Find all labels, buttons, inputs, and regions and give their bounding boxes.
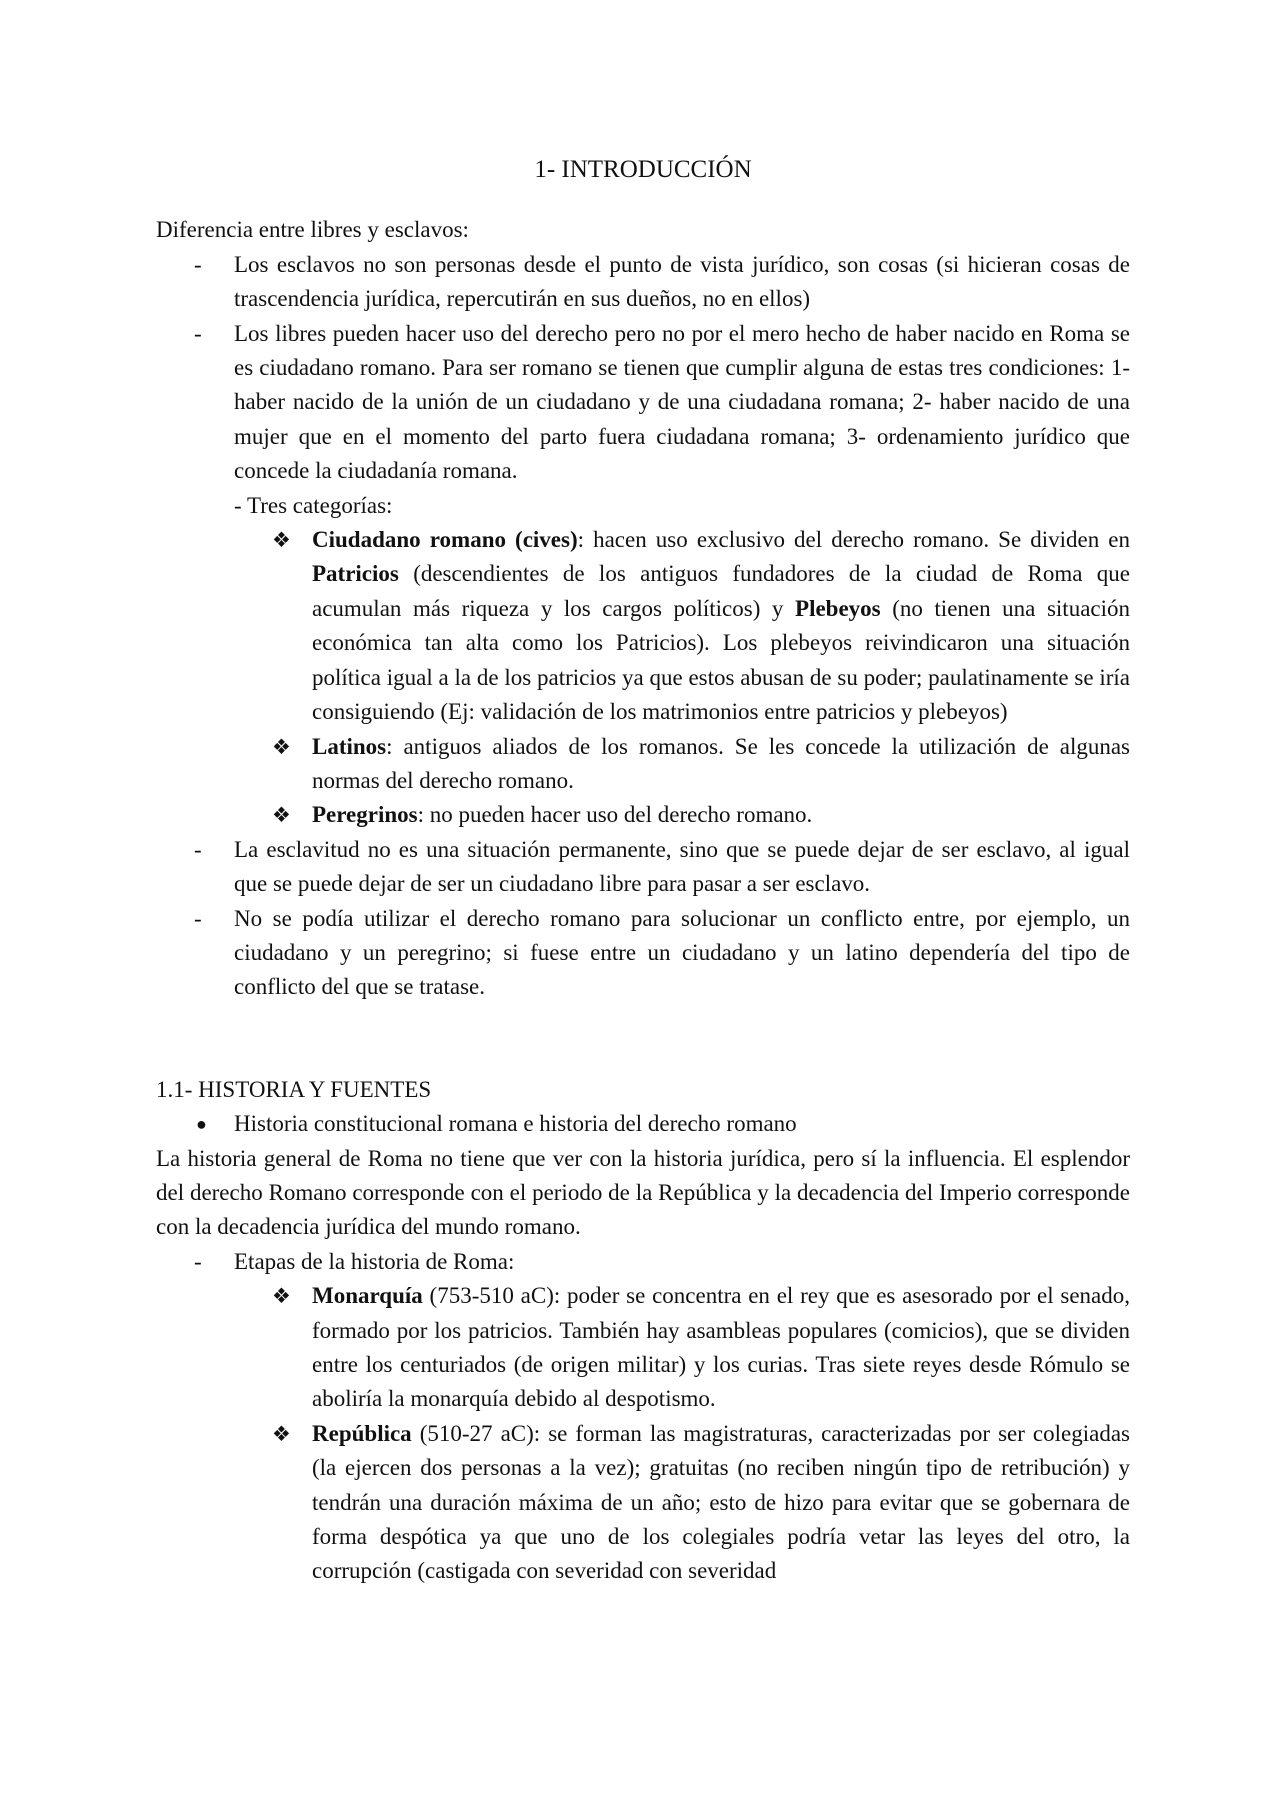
term-peregrinos: Peregrinos [312,802,418,828]
list-item-esclavitud [156,833,1130,902]
section-heading-historia: 1.1- HISTORIA Y FUENTES [156,1076,432,1102]
list-item-libres [156,317,1130,489]
historia-paragraph: La historia general de Roma no tiene que ver con la historia jurídica, pero sí la influencia. El esplendor del derecho Romano corresponde con el periodo de la República y la decadencia del Imperio corresponde con la decadencia jurídica del mundo romano. [156,1145,1130,1240]
list-item-text: La esclavitud no es una situación permanente, sino que se puede dejar de ser esclavo, al igual que se puede dejar de ser un ciudadano libre para pasar a ser esclavo. [234,836,1130,897]
list-item-republica [156,1417,1130,1589]
dash-marker: - [194,320,202,346]
intro-heading: Diferencia entre libres y esclavos: [156,217,469,243]
list-item-text: Los libres pueden hacer uso del derecho pero no por el mero hecho de haber nacido en Roma se es ciudadano romano. Para ser romano se tienen que cumplir alguna de estas tres condiciones: 1- haber nacido de la unión de un ciudadano y de una ciudadana romana; 2- haber nacido de una mujer que en el momento del parto fuera ciudadana romana; 3- ordenamiento jurídico que concede la ciudadanía romana. [234,320,1130,484]
term-patricios: Patricios [312,561,399,587]
term-monarquia: Monarquía [312,1283,423,1309]
dash-marker: - [194,1248,202,1274]
list-item-historia [156,1107,1130,1141]
diamond-bullet-icon: ❖ [272,1284,291,1309]
term-plebeyos: Plebeyos [795,595,881,621]
list-item-text: Etapas de la historia de Roma: [234,1248,515,1274]
list-item-monarquia [156,1279,1130,1417]
list-item-conflicto [156,902,1130,1005]
latinos-text: : antiguos aliados de los romanos. Se les concede la utilización de algunas normas del derecho romano. [312,733,1130,793]
dash-marker: - [194,251,202,277]
monarquia-text: (753-510 aC): poder se concentra en el rey que es asesorado por el senado, formado por los patricios. También hay asambleas populares (comicios), que se dividen entre los centuriados (de origen militar) y los curias. Tras siete reyes desde Rómulo se aboliría la monarquía debido al despotismo. [312,1283,1130,1412]
diamond-bullet-icon: ❖ [272,803,291,828]
republica-text: (510-27 aC): se forman las magistraturas, caracterizadas por ser colegiadas (la ejercen dos personas a la vez); gratuitas (no reciben ningún tipo de retribución) y tendrán una duración máxima de un año; esto de hizo para evitar que se gobernara de forma despótica ya que uno de los colegiales podría vetar las leyes del otro, la corrupción (castigada con severidad con severidad [312,1420,1130,1584]
list-item-latinos [156,730,1130,799]
list-item-esclavos [156,248,1130,317]
diamond-bullet-icon: ❖ [272,1421,291,1446]
term-latinos: Latinos [312,733,387,759]
document-page [156,153,1130,1589]
list-item-text: No se podía utilizar el derecho romano para solucionar un conflicto entre, por ejemplo, un ciudadano y un peregrino; si fuese entre un ciudadano y un latino dependería del tipo de conflicto del que se tratase. [234,905,1130,1000]
cives-text-1: : hacen uso exclusivo del derecho romano. Se dividen en [577,527,1130,553]
dash-marker: - [194,905,202,931]
list-item-text: Los esclavos no son personas desde el punto de vista jurídico, son cosas (si hicieran cosas de trascendencia jurídica, repercutirán en sus dueños, no en ellos) [234,251,1130,312]
diamond-bullet-icon: ❖ [272,734,291,759]
cives-text-3: (no tienen una situación económica tan alta como los Patricios). Los plebeyos reivindicaron una situación política igual a la de los patricios ya que estos abusan de su poder; paulatinamente se iría consiguiendo (Ej: validación de los matrimonios entre patricios y plebeyos) [312,595,1130,725]
peregrinos-text: : no pueden hacer uso del derecho romano. [417,802,813,828]
cives-text-2: (descendientes de los antiguos fundadores de la ciudad de Roma que acumulan más riqueza y los cargos políticos) y [312,561,1130,621]
term-republica: República [312,1420,412,1446]
diamond-bullet-icon: ❖ [272,528,291,553]
list-item-cives [156,523,1130,729]
section-spacer [156,1005,1130,1073]
bullet-icon: ● [196,1114,207,1135]
list-item-etapas [156,1245,1130,1279]
list-item-peregrinos [156,798,1130,832]
page-title: 1- INTRODUCCIÓN [534,156,752,183]
list-item-text: Historia constitucional romana e historia del derecho romano [234,1111,797,1137]
dash-marker: - [194,836,202,862]
categories-label: - Tres categorías: [234,492,393,518]
term-cives: Ciudadano romano (cives) [312,527,578,553]
